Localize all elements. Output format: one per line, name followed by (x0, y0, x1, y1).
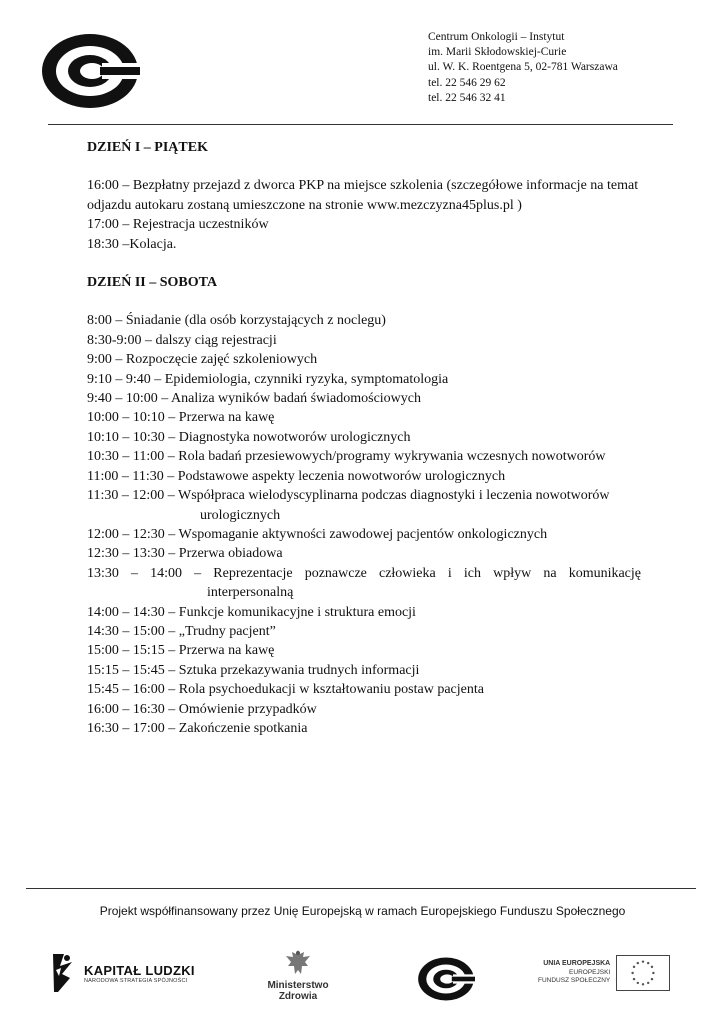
day1-heading: DZIEŃ I – PIĄTEK (87, 140, 208, 155)
ue-fund-line2: FUNDUSZ SPOŁECZNY (538, 977, 611, 985)
footer-divider (26, 888, 696, 889)
ministerstwo-zdrowia-label: Ministerstwo Zdrowia (267, 980, 329, 1002)
schedule-item: 8:00 – Śniadanie (dla osób korzystających z noclegu) (87, 313, 386, 329)
schedule-item: 11:00 – 11:30 – Podstawowe aspekty leczenia nowotworów urologicznych (87, 468, 506, 484)
schedule-item: 16:00 – Bezpłatny przejazd z dworca PKP na miejsce szkolenia (szczegółowe informacje na temat odjazdu autokaru zostaną umieszczone na stronie www.mezczyzna45plus.pl ) (87, 178, 639, 213)
schedule-item: 17:00 – Rejestracja uczestników (87, 217, 269, 233)
day2-heading: DZIEŃ II – SOBOTA (87, 275, 218, 291)
schedule-item: 18:30 –Kolacja. (87, 236, 177, 252)
schedule-item: 9:10 – 9:40 – Epidemiologia, czynniki ryzyka, symptomatologia (87, 371, 449, 387)
schedule-item: 10:10 – 10:30 – Diagnostyka nowotworów urologicznych (87, 429, 411, 445)
schedule-item: 16:00 – 16:30 – Omówienie przypadków (87, 701, 317, 717)
schedule-item: 16:30 – 17:00 – Zakończenie spotkania (87, 720, 308, 736)
schedule-item: 15:45 – 16:00 – Rola psychoedukacji w kształtowaniu postaw pacjenta (87, 682, 484, 698)
schedule-item-continuation: interpersonalną (207, 585, 294, 601)
schedule-item (87, 564, 641, 603)
ministerstwo-zdrowia-logo (248, 948, 348, 1002)
kapital-ludzki-logo (50, 948, 200, 998)
schedule-item: 12:30 – 13:30 – Przerwa obiadowa (87, 546, 283, 562)
centrum-onkologii-logo-icon (40, 32, 140, 110)
schedule-item: 12:00 – 12:30 – Wspomaganie aktywności zawodowej pacjentów onkologicznych (87, 526, 548, 542)
address-line: im. Marii Skłodowskiej-Curie (428, 46, 567, 59)
schedule-content (87, 138, 641, 738)
unia-europejska-logo (538, 948, 678, 998)
address-line: ul. W. K. Roentgena 5, 02-781 Warszawa (428, 61, 618, 74)
schedule-item: 14:30 – 15:00 – „Trudny pacjent” (87, 623, 276, 639)
institution-address (428, 30, 618, 106)
schedule-item-continuation: urologicznych (200, 507, 281, 523)
schedule-item: 10:00 – 10:10 – Przerwa na kawę (87, 410, 275, 426)
ue-fund-line1: EUROPEJSKI (569, 968, 611, 976)
eu-cofinancing-note: Projekt współfinansowany przez Unię Europejską w ramach Europejskiego Funduszu Społecznego (99, 904, 626, 918)
schedule-item: 15:00 – 15:15 – Przerwa na kawę (87, 643, 275, 659)
schedule-item (87, 486, 641, 525)
schedule-item: 9:40 – 10:00 – Analiza wyników badań świadomościowych (87, 391, 422, 407)
schedule-item: 15:15 – 15:45 – Sztuka przekazywania trudnych informacji (87, 662, 420, 678)
header-divider (48, 124, 673, 125)
address-line: tel. 22 546 32 41 (428, 91, 506, 104)
kapital-ludzki-subtitle: NARODOWA STRATEGIA SPÓJNOŚCI (84, 977, 188, 984)
ue-label: UNIA EUROPEJSKA (543, 960, 611, 968)
schedule-item-text: 13:30 – 14:00 – Reprezentacje poznawcze człowieka i ich wpływ na komunikację (87, 565, 641, 581)
kapital-ludzki-title: KAPITAŁ LUDZKI (84, 962, 195, 978)
eu-flag-icon (616, 955, 670, 991)
schedule-item-text: 11:30 – 12:00 – Współpraca wielodyscyplinarna podczas diagnostyki i leczenia nowotworów (87, 488, 610, 504)
kapital-ludzki-emblem-icon (50, 952, 76, 994)
schedule-item: 10:30 – 11:00 – Rola badań przesiewowych/programy wykrywania wczesnych nowotworów (87, 449, 606, 465)
polish-eagle-icon (284, 948, 312, 978)
schedule-item: 9:00 – Rozpoczęcie zajęć szkoleniowych (87, 352, 318, 368)
schedule-item: 14:00 – 14:30 – Funkcje komunikacyjne i struktura emocji (87, 604, 416, 620)
address-line: Centrum Onkologii – Instytut (428, 31, 565, 43)
schedule-item: 8:30-9:00 – dalszy ciąg rejestracji (87, 332, 277, 348)
centrum-onkologii-small-logo-icon (417, 954, 475, 1004)
address-line: tel. 22 546 29 62 (428, 76, 506, 89)
